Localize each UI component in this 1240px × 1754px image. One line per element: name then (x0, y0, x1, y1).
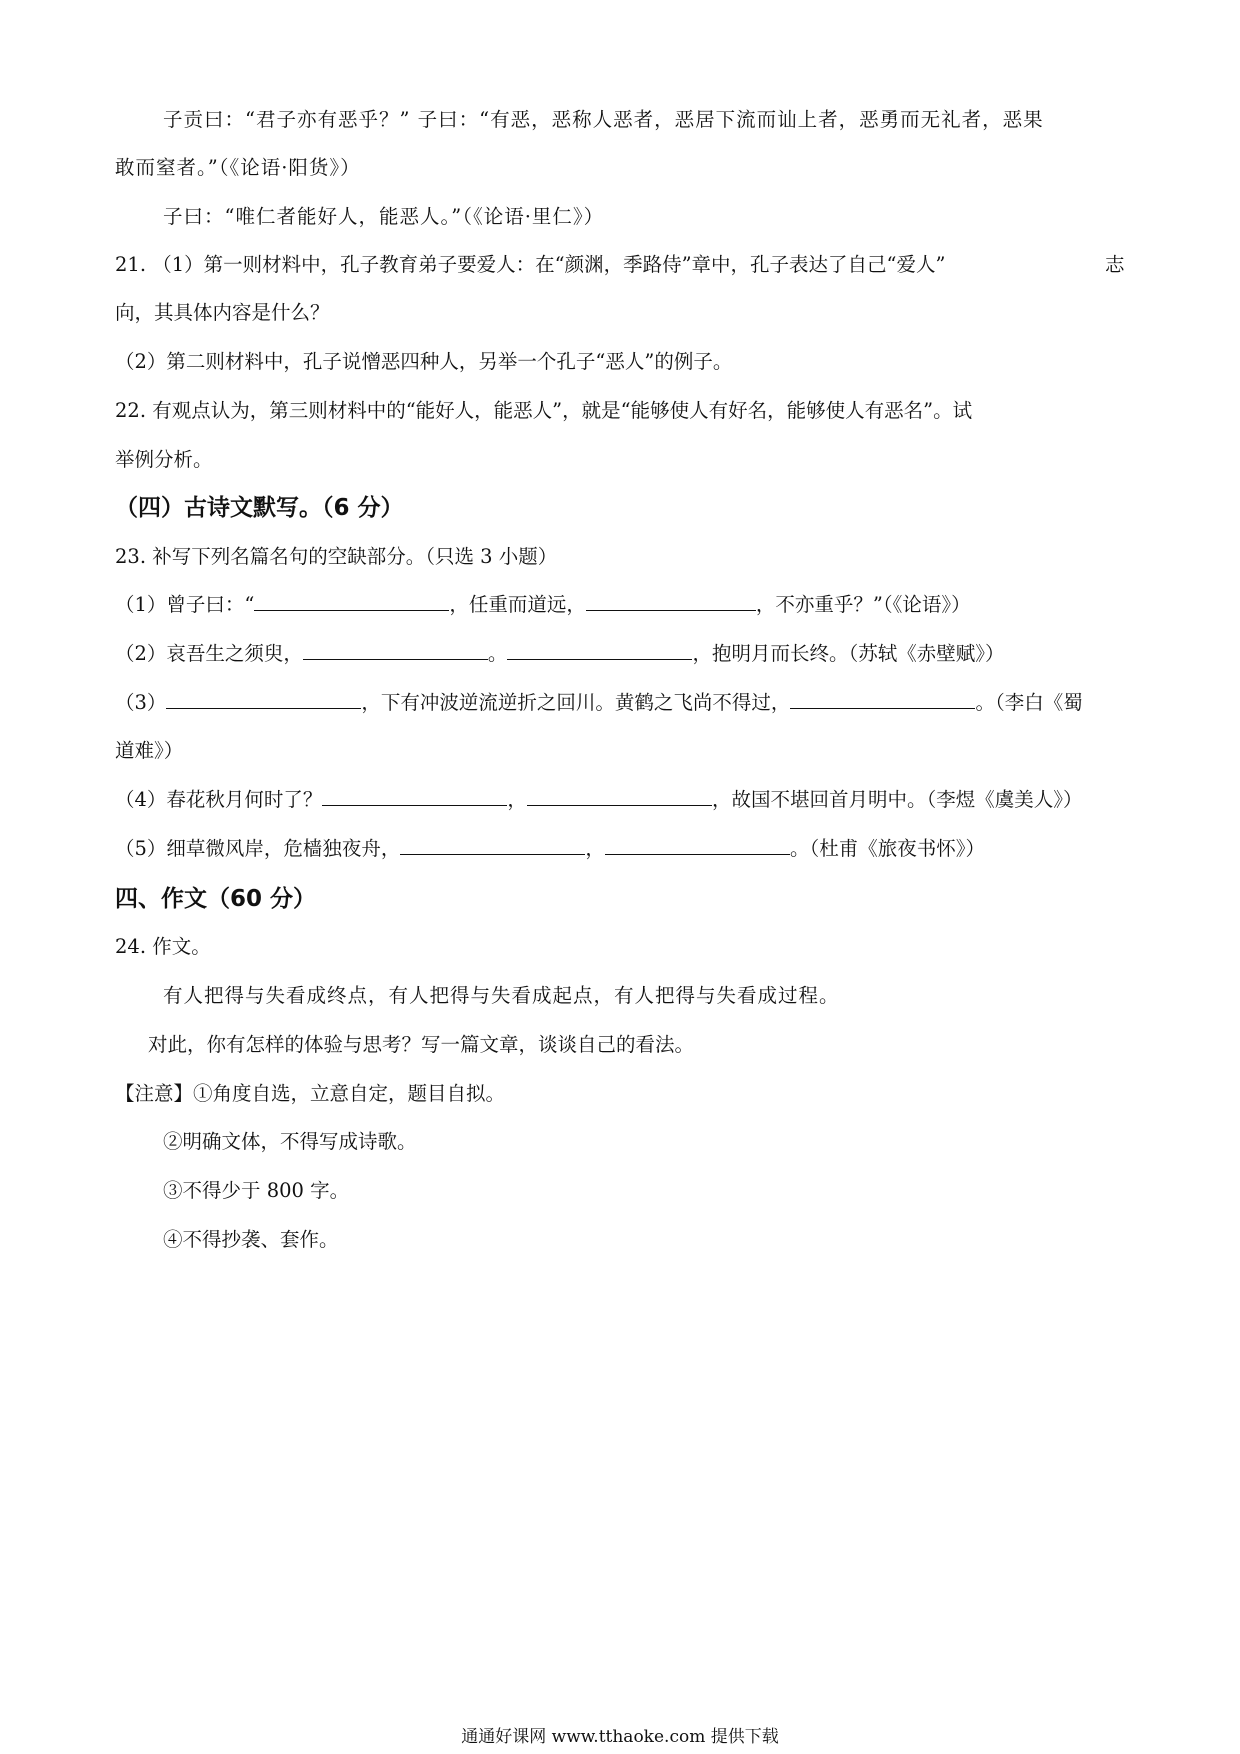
q23-item-2-text-b: 。 (487, 642, 508, 665)
q21-part1-cont: 向，其具体内容是什么？ (115, 301, 330, 324)
answer-blank[interactable] (586, 592, 756, 611)
answer-blank[interactable] (507, 641, 692, 660)
q23-item-5-text-b: ， (585, 837, 605, 860)
q21-part1-line (115, 252, 946, 278)
q23-item-1-text-c: ，不亦重乎？”（《论语》） (755, 593, 971, 616)
q21-part2: （2）第二则材料中，孔子说憎恶四种人，另举一个孔子“恶人”的例子。 (115, 350, 733, 373)
q23-item-5 (115, 836, 985, 862)
q23-item-3-text-a: （3） (115, 691, 167, 714)
material-quote-line-3: 子曰：“唯仁者能好人，能恶人。”（《论语·里仁》） (163, 205, 605, 228)
q23-item-4-text-a: （4）春花秋月何时了？ (115, 788, 323, 811)
q21-part1-end: 志 (1105, 253, 1125, 276)
answer-blank[interactable] (322, 787, 507, 806)
q24-stem: 24. 作文。 (115, 935, 211, 958)
q23-item-4-text-c: ，故国不堪回首月明中。（李煜《虞美人》） (711, 788, 1083, 811)
q21-part1-text: 21. （1）第一则材料中，孔子教育弟子要爱人：在“颜渊，季路侍”章中，孔子表达了自己“爱人” (115, 253, 946, 276)
q23-item-2-text-a: （2）哀吾生之须臾， (115, 642, 303, 665)
note-item-4: ④不得抄袭、套作。 (163, 1228, 339, 1251)
material-quote-line-2: 敢而窒者。”（《论语·阳货》） (115, 156, 361, 179)
q22-line-2: 举例分析。 (115, 448, 213, 471)
section-heading-poetry: （四）古诗文默写。（6 分） (115, 495, 404, 521)
q23-item-2 (115, 641, 1004, 667)
q23-item-3-cont: 道难》） (115, 739, 184, 762)
answer-blank[interactable] (400, 836, 585, 855)
part-heading-composition: 四、作文（60 分） (115, 886, 317, 912)
note-item-1: ①角度自选，立意自定，题目自拟。 (193, 1082, 506, 1105)
q23-item-4-text-b: ， (507, 788, 527, 811)
q23-item-5-text-c: 。（杜甫《旅夜书怀》） (789, 837, 985, 860)
q23-item-1 (115, 592, 971, 618)
answer-blank[interactable] (254, 592, 449, 611)
q24-note (115, 1081, 505, 1107)
q22-line-1: 22. 有观点认为，第三则材料中的“能好人，能恶人”，就是“能够使人有好名，能够使人有恶名”。试 (115, 399, 973, 422)
answer-blank[interactable] (303, 641, 488, 660)
q23-item-4 (115, 787, 1082, 813)
material-quote-line-1: 子贡曰：“君子亦有恶乎？” 子曰：“有恶，恶称人恶者，恶居下流而讪上者，恶勇而无礼者，恶果 (163, 108, 1044, 131)
q23-item-1-text-b: ，任重而道远， (449, 593, 586, 616)
note-item-3: ③不得少于 800 字。 (163, 1179, 350, 1202)
q23-item-1-text-a: （1）曾子曰：“ (115, 593, 255, 616)
q23-stem: 23. 补写下列名篇名句的空缺部分。（只选 3 小题） (115, 545, 558, 568)
answer-blank[interactable] (790, 690, 975, 709)
note-label: 【注意】 (115, 1082, 194, 1105)
q23-item-2-text-c: ，抱明月而长终。（苏轼《赤壁赋》） (692, 642, 1005, 665)
answer-blank[interactable] (605, 836, 790, 855)
q23-item-3-text-b: ，下有冲波逆流逆折之回川。黄鹤之飞尚不得过， (361, 691, 791, 714)
q24-task: 对此，你有怎样的体验与思考？写一篇文章，谈谈自己的看法。 (148, 1033, 695, 1056)
page-footer: 通通好课网 www.tthaoke.com 提供下载 (461, 1727, 779, 1747)
answer-blank[interactable] (166, 690, 361, 709)
q23-item-5-text-a: （5）细草微风岸，危樯独夜舟， (115, 837, 401, 860)
note-item-2: ②明确文体，不得写成诗歌。 (163, 1130, 417, 1153)
q23-item-3-text-c: 。（李白《蜀 (975, 691, 1083, 714)
q23-item-3 (115, 690, 1083, 716)
answer-blank[interactable] (527, 787, 712, 806)
q24-prompt: 有人把得与失看成终点，有人把得与失看成起点，有人把得与失看成过程。 (163, 984, 840, 1007)
